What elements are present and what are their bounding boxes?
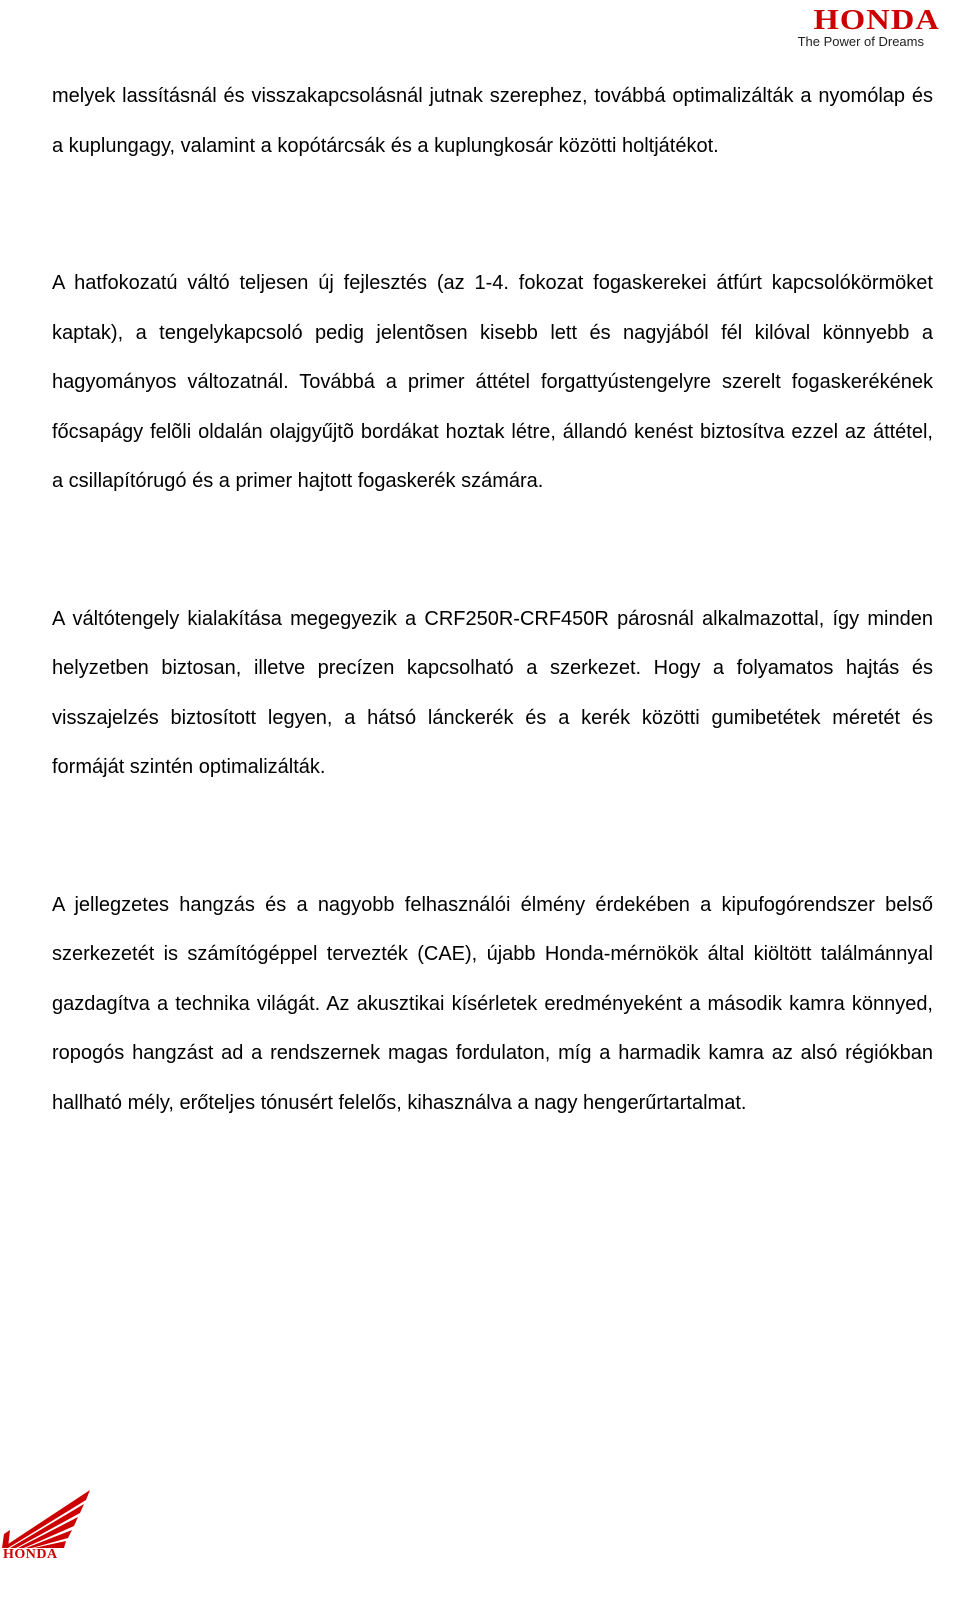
paragraph-2: A hatfokozatú váltó teljesen új fejlesztés (az 1-4. fokozat fogaskerekei átfúrt kapcsolókörmöket kaptak), a tengelykapcsoló pedig jelentõsen kisebb lett és nagyjából fél kilóval könnyebb a hagyományos változatnál. Továbbá a primer áttétel forgattyústengelyre szerelt fogaskerékének főcsapágy felõli oldalán olajgyűjtõ bordákat hoztak létre, állandó kenést biztosítva ezzel az áttétel, a csillapítórugó és a primer hajtott fogaskerék számára. <box>52 272 933 492</box>
header-logo <box>758 6 940 50</box>
honda-tagline: The Power of Dreams <box>797 34 924 49</box>
footer-wordmark: HONDA <box>3 1547 58 1562</box>
paragraph-3: A váltótengely kialakítása megegyezik a CRF250R-CRF450R párosnál alkalmazottal, így minden helyzetben biztosan, illetve precízen kapcsolható a szerkezet. Hogy a folyamatos hajtás és visszajelzés biztosított legyen, a hátsó lánckerék és a kerék közötti gumibetétek méretét és formáját szintén optimalizálták. <box>52 607 933 778</box>
document-body <box>52 72 933 1128</box>
paragraph-4: A jellegzetes hangzás és a nagyobb felhasználói élmény érdekében a kipufogórendszer belső szerkezetét is számítógéppel tervezték (CAE), újabb Honda-mérnökök által kiöltött találmánnyal gazdagítva a technika világát. Az akusztikai kísérletek eredményeként a második kamra könnyed, ropogós hangzást ad a rendszernek magas fordulaton, míg a harmadik kamra az alsó régiókban hallható mély, erőteljes tónusért felelős, kihasználva a nagy hengerűrtartalmat. <box>52 893 933 1114</box>
paragraph-1: melyek lassításnál és visszakapcsolásnál jutnak szerephez, továbbá optimalizálták a nyomólap és a kuplungagy, valamint a kopótárcsák és a kuplungkosár közötti holtjátékot. <box>52 85 933 157</box>
honda-wordmark: HONDA <box>813 4 940 36</box>
honda-wing-icon <box>0 1486 100 1550</box>
footer-logo <box>0 1486 100 1566</box>
